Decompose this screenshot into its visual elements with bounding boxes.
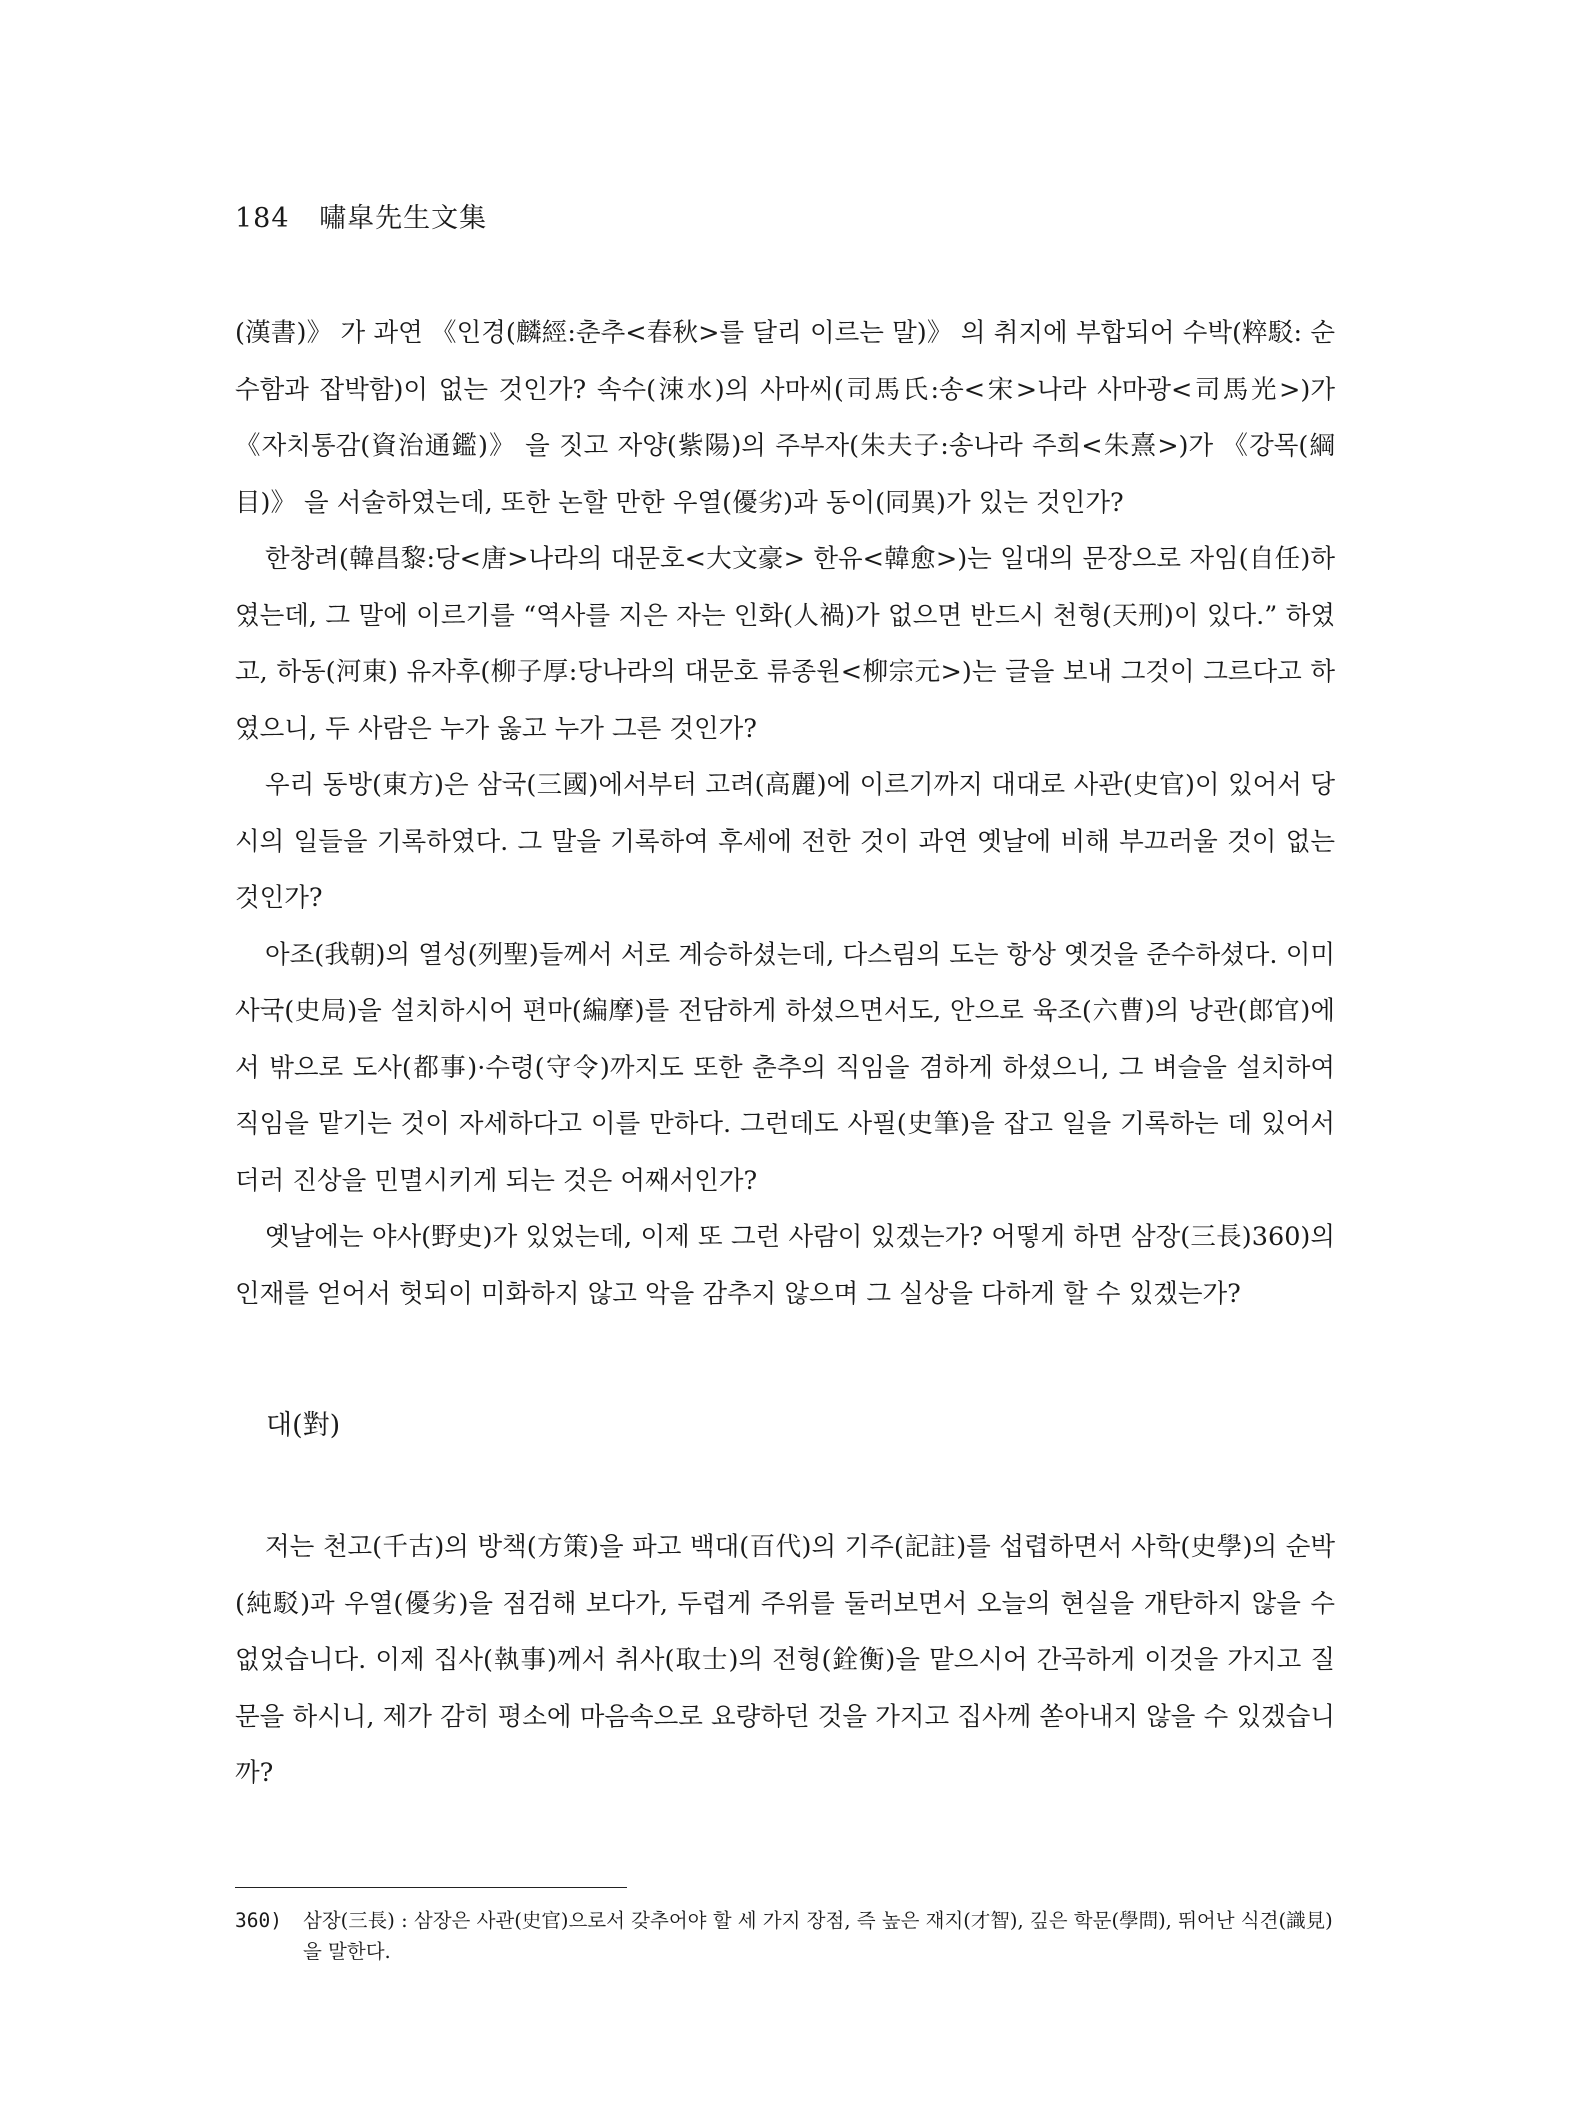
answer-body — [235, 1519, 1335, 1802]
section-heading: 대(對) — [266, 1410, 341, 1441]
footnote-text: 삼장(三長) : 삼장은 사관(史官)으로서 갖추어야 할 세 가지 장점, 즉 높은 재지(才智), 깊은 학문(學問), 뛰어난 식견(識見)을 말한다. — [303, 1909, 1333, 1963]
paragraph: 한창려(韓昌黎:당<唐>나라의 대문호<大文豪> 한유<韓愈>)는 일대의 문장으로 자임(自任)하였는데, 그 말에 이르기를 “역사를 지은 자는 인화(人禍)가 없으면 반드시 천형(天刑)이 있다.” 하였고, 하동(河東) 유자후(柳子厚:당나라의 대문호 류종원<柳宗元>)는 글을 보내 그것이 그르다고 하였으니, 두 사람은 누가 옳고 누가 그른 것인가? — [235, 544, 1335, 744]
footnote — [235, 1905, 1335, 1967]
page-header — [235, 196, 487, 235]
question-body — [235, 305, 1335, 1322]
page-number: 184 — [235, 203, 290, 234]
paragraph: 우리 동방(東方)은 삼국(三國)에서부터 고려(高麗)에 이르기까지 대대로 사관(史官)이 있어서 당시의 일들을 기록하였다. 그 말을 기록하여 후세에 전한 것이 과연 옛날에 비해 부끄러울 것이 없는 것인가? — [235, 770, 1335, 913]
footnote-number: 360) — [235, 1909, 282, 1932]
paragraph: 옛날에는 야사(野史)가 있었는데, 이제 또 그런 사람이 있겠는가? 어떻게 하면 삼장(三長)360)의 인재를 얻어서 헛되이 미화하지 않고 악을 감추지 않으며 그 실상을 다하게 할 수 있겠는가? — [235, 1222, 1335, 1309]
footnote-divider — [235, 1887, 627, 1888]
paragraph: (漢書)》 가 과연 《인경(麟經:춘추<春秋>를 달리 이르는 말)》 의 취지에 부합되어 수박(粹駁: 순수함과 잡박함)이 없는 것인가? 속수(涑水)의 사마씨(司馬氏:송<宋>나라 사마광<司馬光>)가 《자치통감(資治通鑑)》 을 짓고 자양(紫陽)의 주부자(朱夫子:송나라 주희<朱熹>)가 《강목(綱目)》 을 서술하였는데, 또한 논할 만한 우열(優劣)과 동이(同異)가 있는 것인가? — [235, 318, 1335, 518]
book-title: 嘯皐先生文集 — [319, 203, 488, 234]
paragraph: 저는 천고(千古)의 방책(方策)을 파고 백대(百代)의 기주(記註)를 섭렵하면서 사학(史學)의 순박(純駁)과 우열(優劣)을 점검해 보다가, 두렵게 주위를 둘러보면서 오늘의 현실을 개탄하지 않을 수 없었습니다. 이제 집사(執事)께서 취사(取士)의 전형(銓衡)을 맡으시어 간곡하게 이것을 가지고 질문을 하시니, 제가 감히 평소에 마음속으로 요량하던 것을 가지고 집사께 쏟아내지 않을 수 있겠습니까? — [235, 1532, 1335, 1788]
paragraph: 아조(我朝)의 열성(列聖)들께서 서로 계승하셨는데, 다스림의 도는 항상 옛것을 준수하셨다. 이미 사국(史局)을 설치하시어 편마(編摩)를 전담하게 하셨으면서도, 안으로 육조(六曹)의 낭관(郎官)에서 밖으로 도사(都事)·수령(守令)까지도 또한 춘추의 직임을 겸하게 하셨으니, 그 벼슬을 설치하여 직임을 맡기는 것이 자세하다고 이를 만하다. 그런데도 사필(史筆)을 잡고 일을 기록하는 데 있어서 더러 진상을 민멸시키게 되는 것은 어째서인가? — [235, 939, 1335, 1196]
